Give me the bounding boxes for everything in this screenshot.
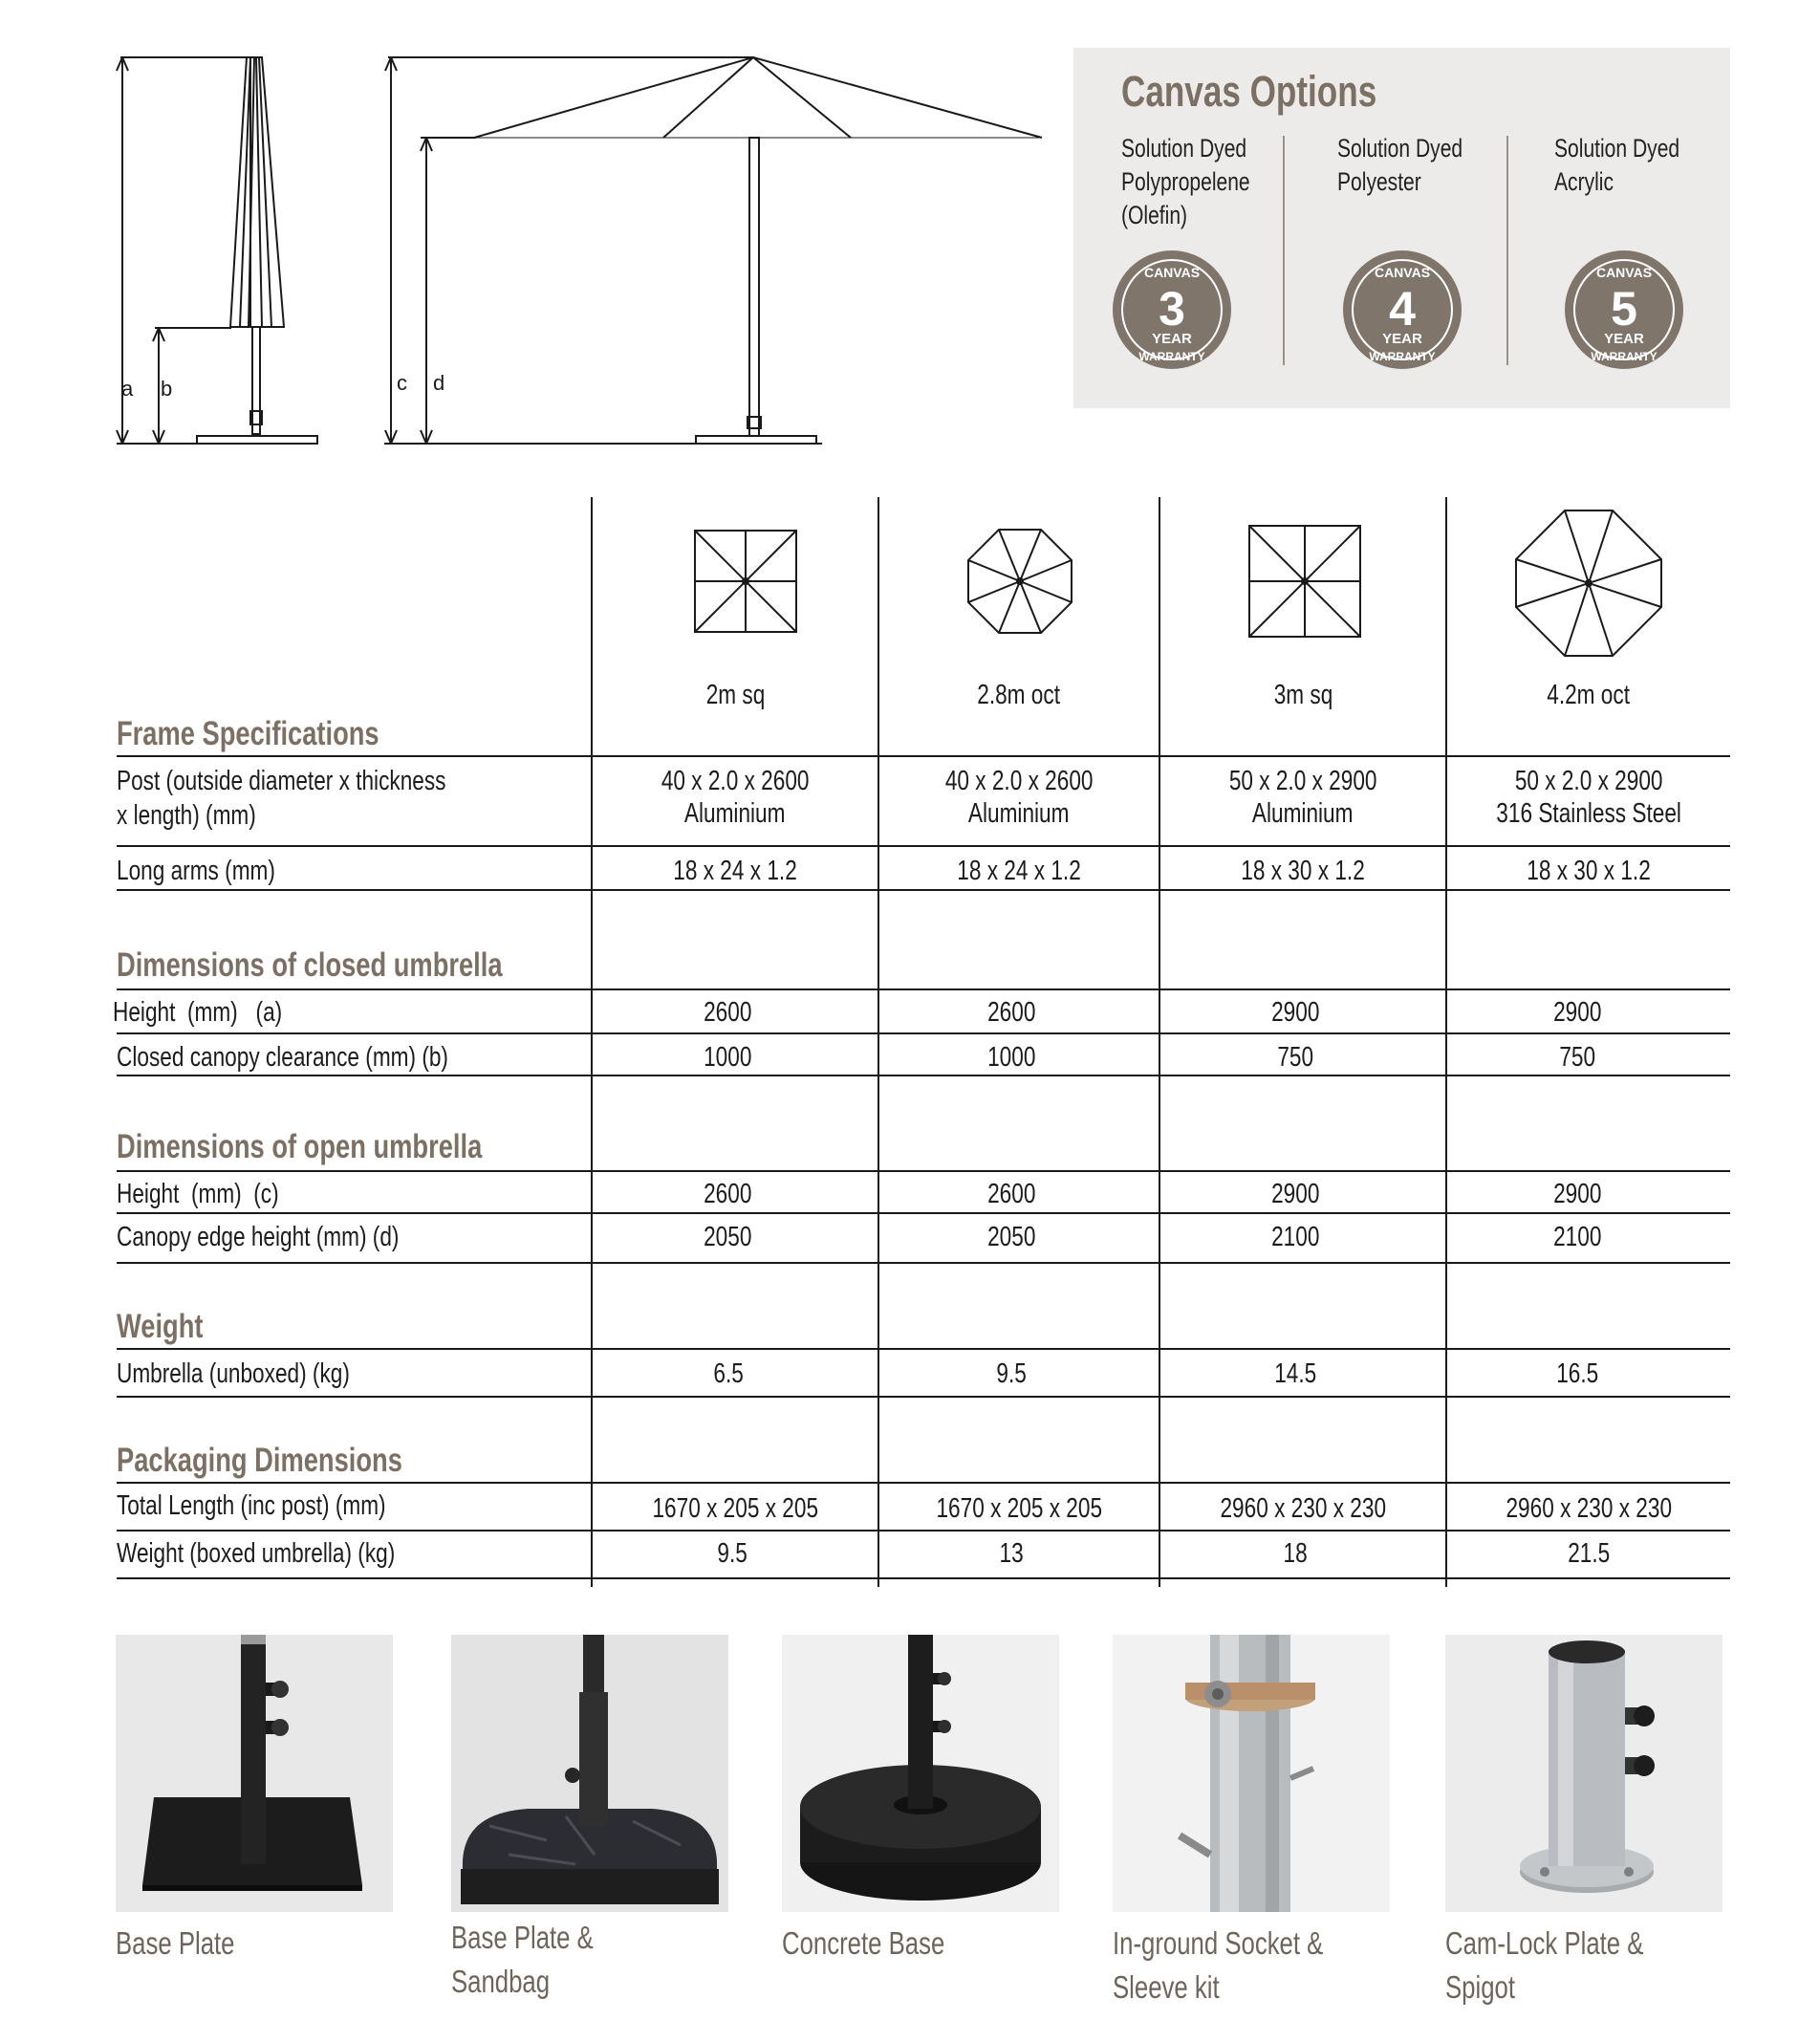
- section-heading-open: Dimensions of open umbrella: [117, 1128, 483, 1165]
- table-rule: [117, 1348, 1730, 1350]
- square-canopy-icon: [664, 500, 827, 663]
- pack-length-cell: 1670 x 205 x 205: [936, 1493, 1102, 1524]
- warranty-badge-5-year: [1563, 249, 1685, 371]
- pack-weight-cell: 21.5: [1567, 1538, 1611, 1569]
- label-c: c: [397, 371, 407, 395]
- closed-height-cell: 2900: [1270, 997, 1320, 1028]
- table-rule: [117, 1396, 1730, 1398]
- svg-text:WARRANTY: WARRANTY: [1591, 350, 1658, 363]
- svg-text:WARRANTY: WARRANTY: [1138, 350, 1205, 363]
- size-name: 2m sq: [705, 680, 765, 710]
- post-cell: 40 x 2.0 x 2600 Aluminium: [661, 766, 810, 829]
- arms-cell: 18 x 30 x 1.2: [1527, 856, 1651, 886]
- svg-text:3: 3: [1159, 282, 1185, 336]
- pack-weight-cell: 9.5: [717, 1538, 748, 1569]
- open-edge-cell: 2100: [1552, 1222, 1602, 1252]
- row-label-pack-length: Total Length (inc post) (mm): [117, 1490, 386, 1521]
- row-label-pack-weight: Weight (boxed umbrella) (kg): [117, 1538, 396, 1569]
- weight-cell: 14.5: [1273, 1358, 1317, 1389]
- open-edge-cell: 2050: [986, 1222, 1036, 1252]
- closed-clearance-cell: 1000: [986, 1042, 1036, 1073]
- section-heading-closed: Dimensions of closed umbrella: [117, 946, 503, 984]
- closed-height-cell: 2600: [703, 997, 752, 1028]
- row-label-weight: Umbrella (unboxed) (kg): [117, 1358, 350, 1389]
- open-height-cell: 2600: [986, 1179, 1036, 1209]
- row-label-post: Post (outside diameter x thickness x length) (mm): [117, 766, 446, 831]
- svg-text:YEAR: YEAR: [1152, 331, 1192, 347]
- table-rule: [117, 1262, 1730, 1264]
- size-name: 2.8m oct: [977, 680, 1061, 710]
- open-edge-cell: 2050: [703, 1222, 752, 1252]
- pack-length-cell: 2960 x 230 x 230: [1506, 1493, 1672, 1524]
- canvas-option-acrylic: Solution Dyed Acrylic: [1554, 134, 1680, 196]
- accessory-label-cam-lock-plate: Cam-Lock Plate & Spigot: [1445, 1925, 1644, 2005]
- size-name: 4.2m oct: [1547, 680, 1631, 710]
- row-label-open-height: Height (mm) (c): [117, 1179, 279, 1209]
- label-b: b: [161, 377, 173, 401]
- closed-height-cell: 2600: [986, 997, 1036, 1028]
- canvas-options-panel: [1073, 48, 1730, 408]
- arms-cell: 18 x 24 x 1.2: [673, 856, 797, 886]
- cam-lock-plate-photo: [1445, 1635, 1722, 1912]
- section-heading-weight: Weight: [117, 1308, 204, 1345]
- svg-text:YEAR: YEAR: [1604, 331, 1644, 347]
- open-height-cell: 2900: [1270, 1179, 1320, 1209]
- closed-umbrella-drawing: [117, 57, 317, 444]
- octagon-canopy-icon: [939, 500, 1101, 663]
- size-name: 3m sq: [1273, 680, 1332, 710]
- table-rule: [117, 1032, 1730, 1034]
- table-rule: [117, 755, 1730, 757]
- warranty-badge-4-year: [1341, 249, 1463, 371]
- open-edge-cell: 2100: [1270, 1222, 1320, 1252]
- svg-text:WARRANTY: WARRANTY: [1369, 350, 1436, 363]
- warranty-badge-3-year: [1111, 249, 1233, 371]
- accessory-label-in-ground-socket: In-ground Socket & Sleeve kit: [1113, 1925, 1324, 2005]
- octagon-canopy-icon: [1498, 492, 1679, 674]
- label-d: d: [433, 371, 445, 395]
- table-rule: [117, 1482, 1730, 1484]
- row-label-open-edge: Canopy edge height (mm) (d): [117, 1222, 400, 1252]
- svg-text:CANVAS: CANVAS: [1595, 265, 1653, 280]
- canvas-option-olefin: Solution Dyed Polypropelene (Olefin): [1121, 134, 1250, 229]
- post-cell: 40 x 2.0 x 2600 Aluminium: [944, 766, 1094, 829]
- pack-weight-cell: 18: [1283, 1538, 1308, 1569]
- square-canopy-icon: [1224, 500, 1386, 663]
- open-height-cell: 2900: [1552, 1179, 1602, 1209]
- table-rule: [117, 988, 1730, 990]
- table-rule: [117, 1170, 1730, 1172]
- closed-clearance-cell: 1000: [703, 1042, 752, 1073]
- pack-length-cell: 1670 x 205 x 205: [652, 1493, 818, 1524]
- base-plate-photo: [116, 1635, 393, 1912]
- weight-cell: 9.5: [996, 1358, 1027, 1389]
- svg-text:CANVAS: CANVAS: [1374, 265, 1431, 280]
- pack-weight-cell: 13: [999, 1538, 1024, 1569]
- post-cell: 50 x 2.0 x 2900 316 Stainless Steel: [1496, 766, 1681, 829]
- section-heading-frame: Frame Specifications: [117, 715, 379, 752]
- row-label-arms: Long arms (mm): [117, 856, 275, 886]
- canvas-divider: [1506, 136, 1508, 365]
- arms-cell: 18 x 30 x 1.2: [1241, 856, 1365, 886]
- table-rule: [117, 1075, 1730, 1076]
- svg-text:CANVAS: CANVAS: [1143, 265, 1201, 280]
- concrete-base-photo: [782, 1635, 1059, 1912]
- post-cell: 50 x 2.0 x 2900 Aluminium: [1228, 766, 1377, 829]
- open-umbrella-drawing: [384, 57, 1042, 444]
- svg-text:4: 4: [1389, 282, 1416, 336]
- table-rule: [117, 889, 1730, 891]
- arms-cell: 18 x 24 x 1.2: [957, 856, 1081, 886]
- pack-length-cell: 2960 x 230 x 230: [1220, 1493, 1386, 1524]
- umbrella-dimension-diagram: [105, 38, 1071, 459]
- svg-text:YEAR: YEAR: [1382, 331, 1422, 347]
- accessory-label-concrete-base: Concrete Base: [782, 1925, 945, 1961]
- svg-text:5: 5: [1611, 282, 1637, 336]
- weight-cell: 6.5: [713, 1358, 744, 1389]
- row-label-closed-clearance: Closed canopy clearance (mm) (b): [117, 1042, 448, 1073]
- table-rule: [117, 845, 1730, 847]
- table-rule: [117, 1212, 1730, 1214]
- closed-clearance-cell: 750: [1559, 1042, 1595, 1073]
- label-a: a: [121, 377, 134, 401]
- in-ground-socket-photo: [1113, 1635, 1390, 1912]
- canvas-option-polyester: Solution Dyed Polyester: [1337, 134, 1463, 196]
- section-heading-packaging: Packaging Dimensions: [117, 1442, 402, 1479]
- closed-height-cell: 2900: [1552, 997, 1602, 1028]
- base-plate-sandbag-photo: [451, 1635, 728, 1912]
- accessory-label-base-plate: Base Plate: [116, 1925, 235, 1961]
- canvas-options-title: Canvas Options: [1121, 67, 1377, 116]
- row-label-closed-height: Height (mm) (a): [113, 997, 283, 1028]
- weight-cell: 16.5: [1555, 1358, 1599, 1389]
- table-rule: [117, 1577, 1730, 1579]
- closed-clearance-cell: 750: [1277, 1042, 1313, 1073]
- canvas-divider: [1283, 136, 1285, 365]
- accessory-label-base-plate-sandbag: Base Plate & Sandbag: [451, 1920, 594, 1999]
- open-height-cell: 2600: [703, 1179, 752, 1209]
- table-rule: [117, 1530, 1730, 1532]
